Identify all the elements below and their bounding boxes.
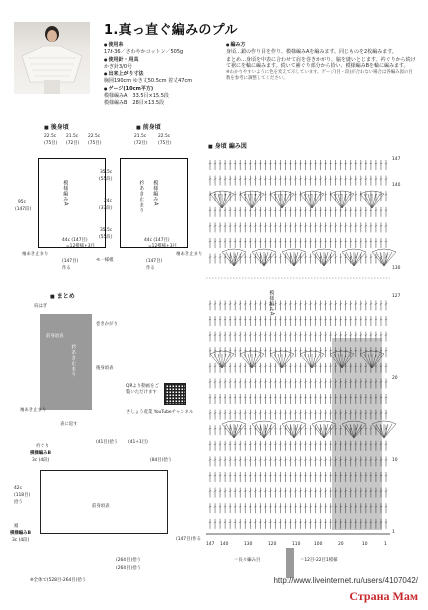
back-height-rows: (147段) (15, 207, 32, 212)
back-bottom-w2: =12模様+3目 (66, 244, 95, 249)
edging-body-front: 前身頃表 (92, 504, 110, 509)
front-w-mid: 21.5c (134, 134, 147, 139)
fan-motif (384, 424, 392, 438)
method-text-1: 身頃…鎖の作り目を作り、模様編みAを編みます。同じものを2枚編みます。 (226, 49, 397, 56)
fan-motif (256, 252, 264, 266)
row-label-147: 147 (392, 157, 401, 162)
back-bottom-st: (147目) (62, 259, 79, 264)
back-panel-outline (38, 158, 106, 248)
summary-inside: 表に返す (60, 422, 78, 427)
front-w-side-st: (75目) (158, 141, 172, 146)
gauge-b: 模様編みB 28目×13.5段 (104, 100, 165, 106)
fan-motif (316, 252, 324, 266)
page-title: 1.真っ直ぐ編みのプル (104, 23, 238, 38)
back-w-left-st: (75目) (44, 141, 58, 146)
legend-2: ＝12目-22目1模様 (300, 558, 338, 563)
col-label-120: 120 (268, 542, 277, 547)
legend-swatch (286, 548, 294, 578)
back-w-left: 22.5c (44, 134, 57, 139)
col-label-130: 130 (244, 542, 253, 547)
fan-motif (286, 252, 294, 266)
col-label-140: 140 (220, 542, 229, 547)
summary-heading: ■ まとめ (50, 293, 75, 301)
hem-title: 裾 (14, 524, 19, 529)
hem-size: 3c (4段) (12, 538, 30, 543)
chart-heading: ■ 身頃 編み図 (208, 143, 247, 151)
edging-pick5: (264目)拾う (116, 566, 141, 571)
chain-arc (222, 249, 246, 252)
summary-garment (40, 314, 92, 410)
front-bottom-st: (147目) (146, 259, 163, 264)
edging-pick1: (41目)拾う (96, 440, 119, 445)
hem-pattern: 模様編みB (10, 531, 31, 536)
summary-front: 前身頃表 (46, 334, 64, 339)
stitch-diagram (206, 156, 418, 540)
front-h1-rows: (55段) (99, 177, 113, 182)
chain-arc (252, 421, 276, 424)
back-panel-heading: ■ 後身頃 (44, 124, 69, 132)
chain-arc (330, 191, 354, 194)
legend-1: ＝長々編み目 (234, 558, 261, 563)
edging-side-rows: (118目) (14, 493, 31, 498)
gauge-label: ● ゲージ(10cm平方) (104, 86, 208, 92)
back-height: 95c (18, 200, 27, 205)
back-bottom-w: 44c (147目) (62, 238, 88, 243)
row-label-20: 20 (392, 376, 398, 381)
row-label-127: 127 (392, 294, 401, 299)
method-block (226, 42, 416, 82)
edging-body-outline (40, 470, 168, 534)
yarn-value: 17ℓ-36／さわやかコットン／505g (104, 49, 184, 56)
chain-arc (282, 421, 306, 424)
watermark-logo: Страна Мам (349, 589, 418, 603)
yarn-label: ● 使用糸 (104, 42, 208, 48)
row-label-140: 140 (392, 183, 401, 188)
summary-sleeve: 巻きかがり (96, 322, 118, 327)
edging-pick3: (84目)拾う (150, 458, 173, 463)
row-label-1: 1 (392, 530, 395, 535)
back-hem: 袖あき止まり (22, 252, 49, 257)
chain-arc (360, 191, 384, 194)
fan-motif (384, 252, 392, 266)
front-hem: 袖あき止まり (176, 252, 203, 257)
edging-side-pick: 拾う (14, 500, 23, 505)
fan-motif (346, 252, 354, 266)
chain-arc (282, 249, 306, 252)
front-h2: 24c (104, 199, 113, 204)
chain-arc (210, 191, 234, 194)
qr-code[interactable] (164, 383, 186, 405)
back-w-mid: 21.5c (66, 134, 79, 139)
method-note: ※わかりやすいように色を変えて示しています。ゲージ(目・段)が合わない場合は各編み図の目数を参考に調整してください。 (226, 70, 413, 81)
neck-title: 衿ぐり (36, 444, 50, 449)
fan-motif (312, 194, 320, 208)
chain-arc (252, 249, 276, 252)
watermark-url[interactable]: http://www.liveinternet.ru/users/4107042/ (273, 576, 418, 585)
summary-shoulder: 肩はぎ (34, 304, 48, 309)
edging-count: (147目)作る (176, 537, 201, 542)
materials-block (104, 42, 208, 107)
fan-motif (256, 424, 264, 438)
row-label-10: 10 (392, 458, 398, 463)
fan-motif (286, 424, 294, 438)
col-label-1: 1 (384, 542, 387, 547)
chain-arc (210, 351, 234, 354)
front-h1: 35.5c (100, 170, 113, 175)
fan-motif (294, 424, 302, 438)
tools-label: ● 使用針・用具 (104, 57, 208, 63)
size-value: 胸囲190cm ゆき丈50.5cm 着丈47cm (104, 78, 193, 85)
col-label-100: 100 (314, 542, 323, 547)
fan-motif (282, 194, 290, 208)
row-label-130: 130 (392, 266, 401, 271)
front-w-side: 22.5c (158, 134, 171, 139)
gauge-a: 模様編みA 33.5目×15.5段 (104, 92, 169, 99)
neck-pattern: 模様編みB (30, 451, 51, 456)
col-label-20: 20 (338, 542, 344, 547)
back-start: 作る (62, 266, 71, 271)
back-w-mid-st: (72目) (66, 141, 80, 146)
chain-arc (222, 421, 246, 424)
front-bottom-w2: =12模様+3目 (148, 244, 177, 249)
summary-back: 後身頃表 (96, 366, 114, 371)
summary-hem-stop: 袖あき止まり (20, 408, 47, 413)
method-text-2: まとめ…身頃を中表に合わせて肩を巻きかがり、脇を縫いとじます。衿ぐりから続けて裾にを輪に編みます。続いて補ぐり部分から拾い、模様編みBを輪に編みます。 (226, 56, 416, 69)
front-h3: 35.5c (100, 228, 113, 233)
back-w-right-st: (75目) (88, 141, 102, 146)
chain-arc (342, 249, 366, 252)
stitch-diagram-svg (206, 156, 418, 540)
front-pattern: モ一様模 (96, 258, 114, 263)
summary-neck-stop: 衿あき止まり (70, 344, 77, 377)
method-label: ● 編み方 (226, 42, 416, 48)
qr-channel: さしょう産業 YouTubeチャンネル (126, 410, 194, 415)
col-label-147: 147 (206, 542, 215, 547)
edging-side-label: 42c (14, 486, 23, 491)
col-label-110: 110 (292, 542, 301, 547)
front-start: 作る (146, 266, 155, 271)
neck-size: 3c (4段) (32, 458, 50, 463)
chart-center-label: 模様編みA (268, 290, 275, 316)
fan-motif (294, 252, 302, 266)
model-photo-illustration (14, 22, 90, 94)
front-panel-heading: ■ 前身頃 (136, 124, 161, 132)
size-label: ● 出来上がり寸法 (104, 71, 208, 77)
edging-total: ※全体で(528目-264目)拾う (30, 578, 87, 583)
front-panel-center: 模様編みA (152, 180, 159, 206)
repeat-highlight (332, 338, 382, 530)
front-h2-rows: (37段) (99, 206, 113, 211)
fan-motif (376, 252, 384, 266)
front-panel-side: 衿あき止まり (138, 180, 145, 213)
front-w-mid-st: (72目) (134, 141, 148, 146)
model-photo (14, 22, 90, 94)
edging-pick4: (264目)拾う (116, 558, 141, 563)
chain-arc (372, 249, 396, 252)
edging-pick2: (41+1目) (128, 440, 148, 445)
tools-value: かぎ針3/0号 (104, 63, 133, 70)
fan-motif (312, 354, 320, 368)
front-h3-rows: (55段) (99, 235, 113, 240)
fan-motif (222, 194, 230, 208)
fan-motif (316, 424, 324, 438)
back-w-right: 22.5c (88, 134, 101, 139)
qr-caption: QRより動画をご覧いただけます (126, 384, 159, 395)
front-bottom-w: 44c (147目) (144, 238, 170, 243)
col-label-10: 10 (362, 542, 368, 547)
fan-motif (252, 194, 260, 208)
chain-arc (312, 249, 336, 252)
back-panel-center: 模様編みA (62, 180, 69, 206)
